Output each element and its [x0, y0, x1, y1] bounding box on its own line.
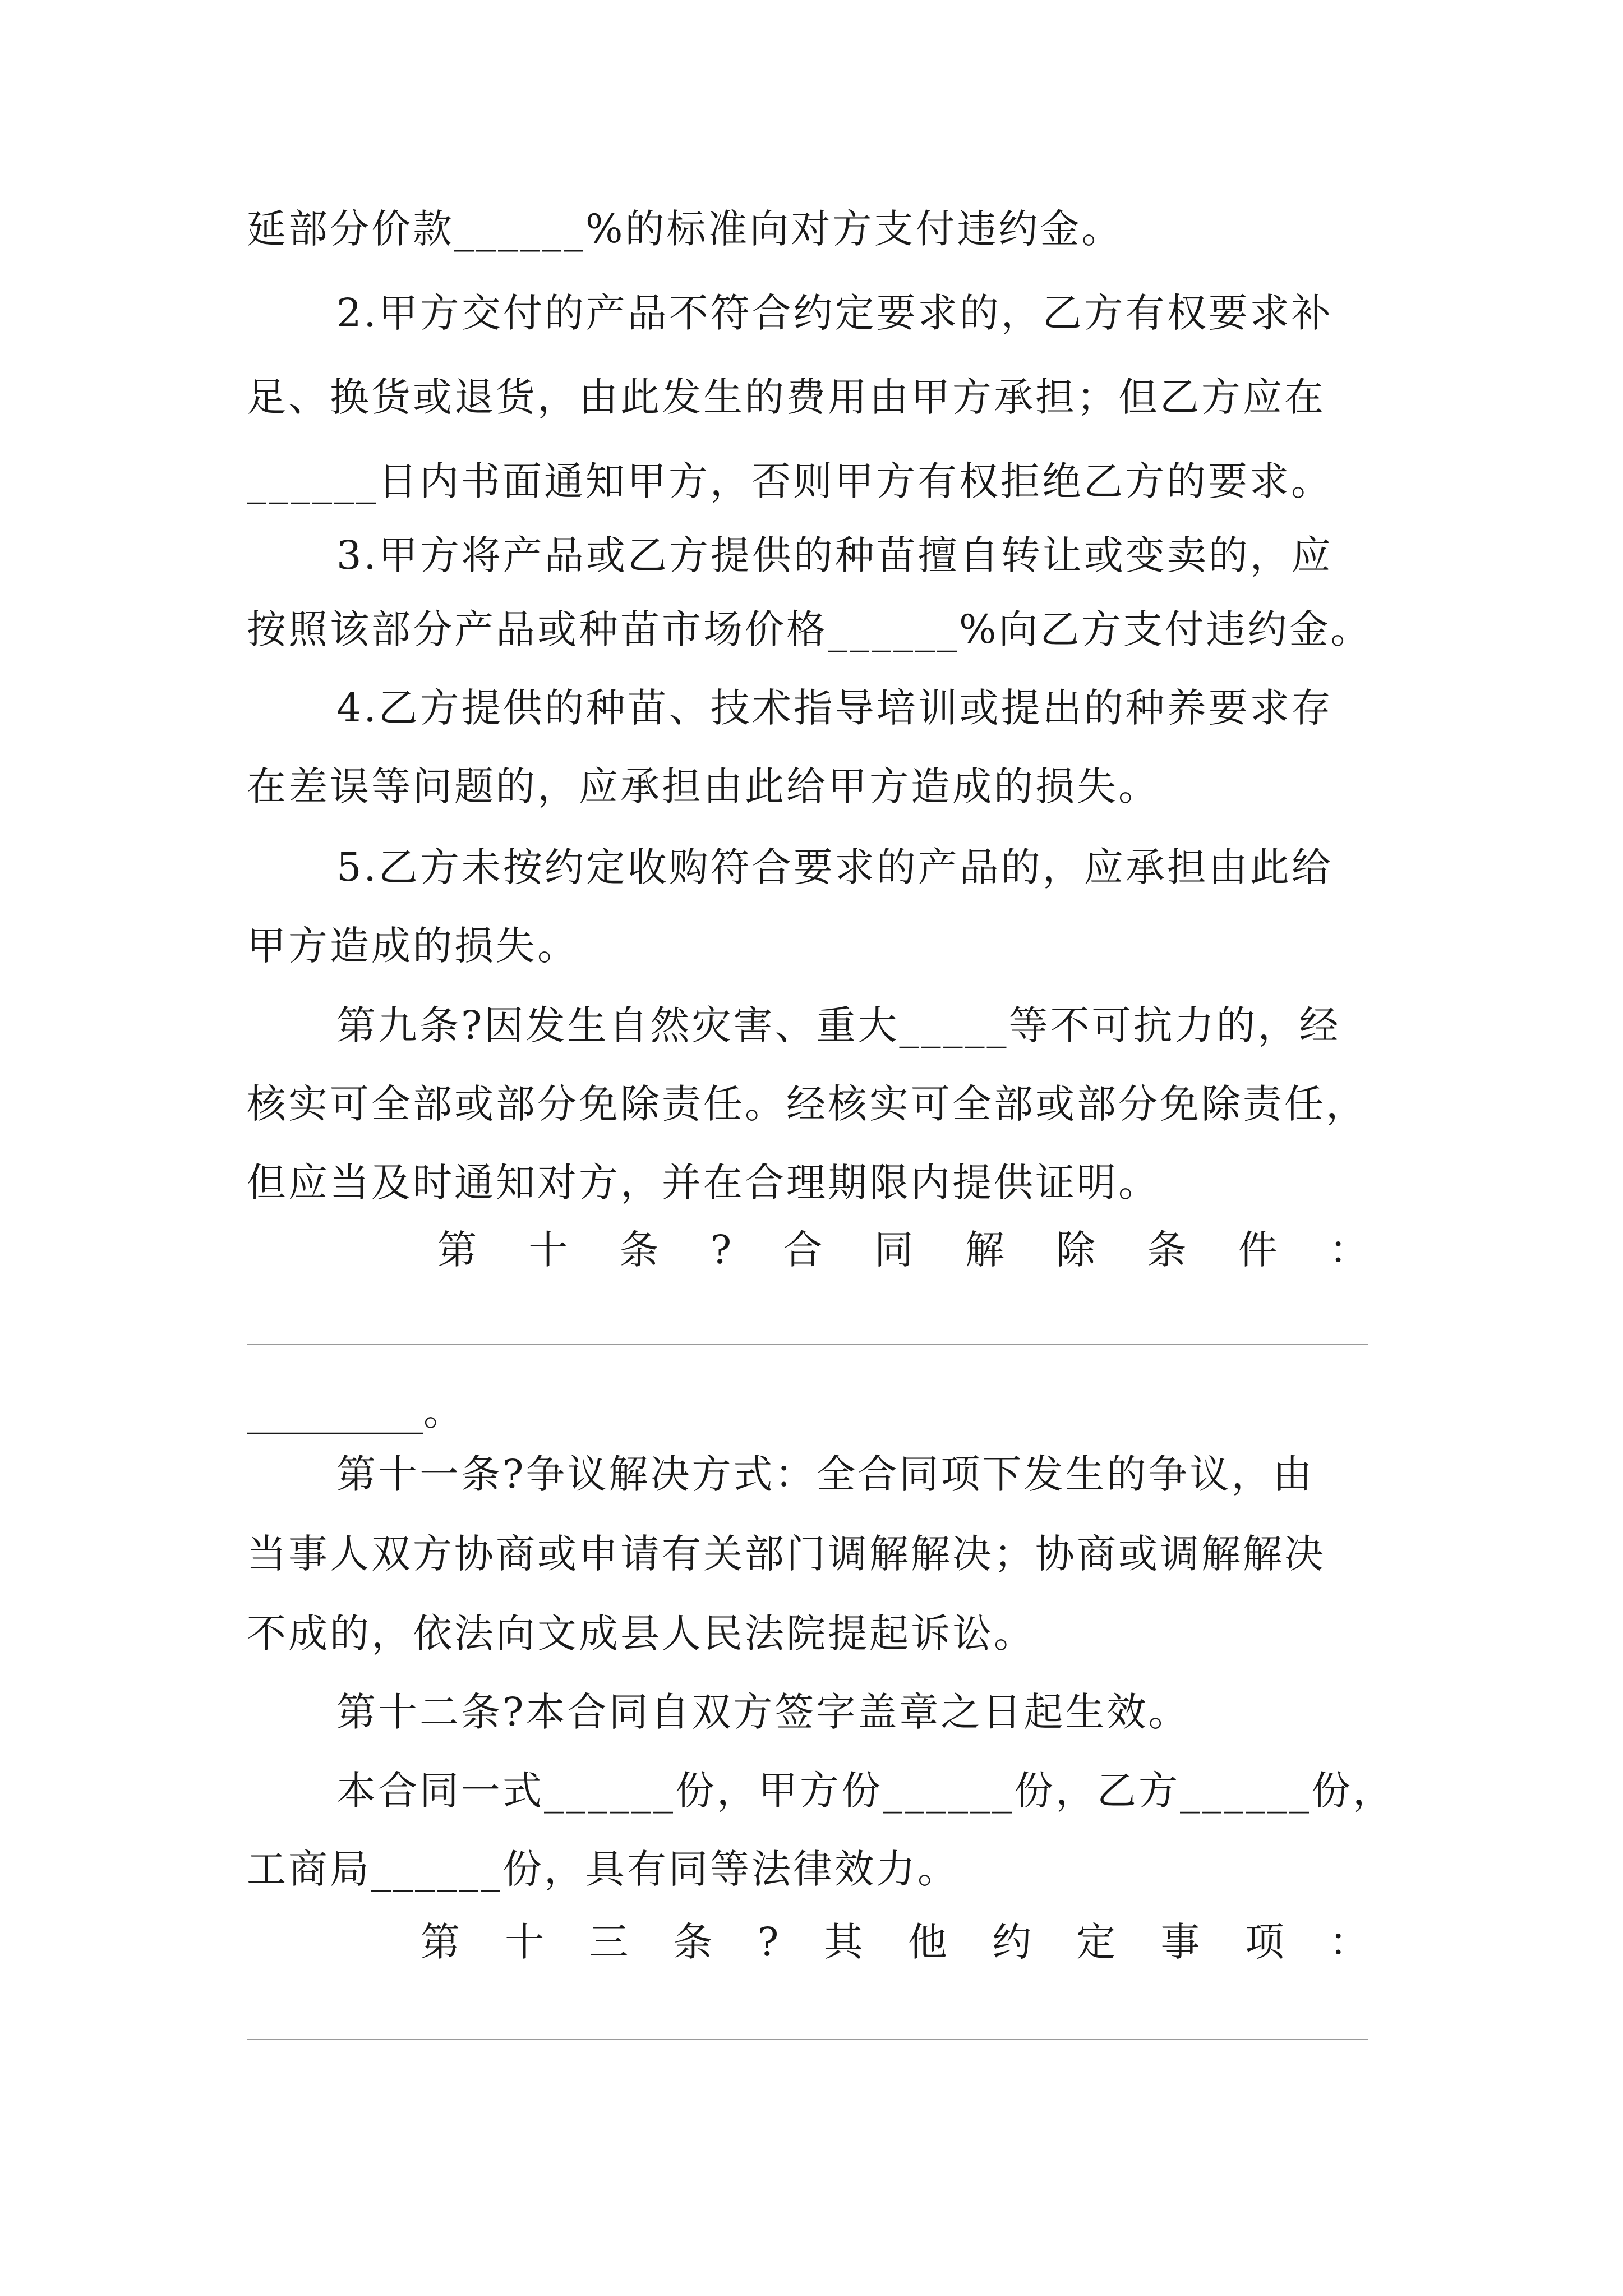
- heading-char: 同: [874, 1227, 914, 1273]
- blank-rule: [247, 1344, 1368, 1345]
- text-line: 按照该部分产品或种苗市场价格______%向乙方支付违约金。: [247, 606, 1372, 652]
- text-line: 延部分价款______%的标准向对方支付违约金。: [247, 206, 1123, 252]
- text-line: 不成的，依法向文成县人民法院提起诉讼。: [247, 1611, 1035, 1657]
- heading-char: ：: [1329, 1227, 1368, 1273]
- heading-char: 解: [965, 1227, 1004, 1273]
- article-13-heading: [421, 1914, 1368, 1970]
- text-line: 第十二条?本合同自双方签字盖章之日起生效。: [336, 1689, 1190, 1735]
- heading-char: 十: [528, 1227, 568, 1273]
- heading-char: 条: [673, 1919, 713, 1965]
- text-line: 但应当及时通知对方，并在合理期限内提供证明。: [247, 1159, 1160, 1205]
- text-line: 第九条?因发生自然灾害、重大_____等不可抗力的，经: [336, 1002, 1341, 1048]
- text-line: 足、换货或退货，由此发生的费用由甲方承担；但乙方应在: [247, 374, 1326, 420]
- heading-char: 其: [823, 1919, 863, 1965]
- text-line: 5.乙方未按约定收购符合要求的产品的，应承担由此给: [336, 844, 1333, 890]
- heading-char: 条: [619, 1227, 659, 1273]
- heading-char: 项: [1244, 1919, 1284, 1965]
- text-line: 甲方造成的损失。: [247, 923, 579, 969]
- heading-char: 定: [1076, 1919, 1116, 1965]
- blank-rule: [247, 2039, 1368, 2040]
- text-line: 核实可全部或部分免除责任。经核实可全部或部分免除责任，: [247, 1081, 1367, 1127]
- text-line: 在差误等问题的，应承担由此给甲方造成的损失。: [247, 763, 1160, 809]
- heading-char: 合: [783, 1227, 823, 1273]
- article-10-heading: [437, 1222, 1368, 1278]
- heading-char: 他: [907, 1919, 947, 1965]
- heading-char: ?: [757, 1919, 779, 1965]
- heading-char: ?: [710, 1227, 732, 1273]
- text-line: 当事人双方协商或申请有关部门调解解决；协商或调解解决: [247, 1531, 1326, 1577]
- text-line: _________。: [247, 1388, 463, 1434]
- text-line: 4.乙方提供的种苗、技术指导培训或提出的种养要求存: [336, 685, 1333, 731]
- text-line: ______日内书面通知甲方，否则甲方有权拒绝乙方的要求。: [247, 458, 1332, 504]
- text-line: 第十一条?争议解决方式：全合同项下发生的争议，由: [336, 1451, 1315, 1497]
- text-line: 3.甲方将产品或乙方提供的种苗擅自转让或变卖的，应: [336, 532, 1333, 578]
- heading-char: 件: [1238, 1227, 1278, 1273]
- heading-char: 第: [421, 1919, 460, 1965]
- heading-char: 十: [505, 1919, 545, 1965]
- heading-char: ：: [1329, 1919, 1368, 1965]
- text-line: 2.甲方交付的产品不符合约定要求的，乙方有权要求补: [336, 290, 1333, 336]
- heading-char: 条: [1147, 1227, 1187, 1273]
- heading-char: 事: [1160, 1919, 1200, 1965]
- heading-char: 除: [1056, 1227, 1096, 1273]
- heading-char: 三: [589, 1919, 629, 1965]
- heading-char: 第: [437, 1227, 477, 1273]
- text-line: 本合同一式______份，甲方份______份，乙方______份，: [336, 1768, 1394, 1814]
- text-line: 工商局______份，具有同等法律效力。: [247, 1846, 959, 1892]
- heading-char: 约: [992, 1919, 1032, 1965]
